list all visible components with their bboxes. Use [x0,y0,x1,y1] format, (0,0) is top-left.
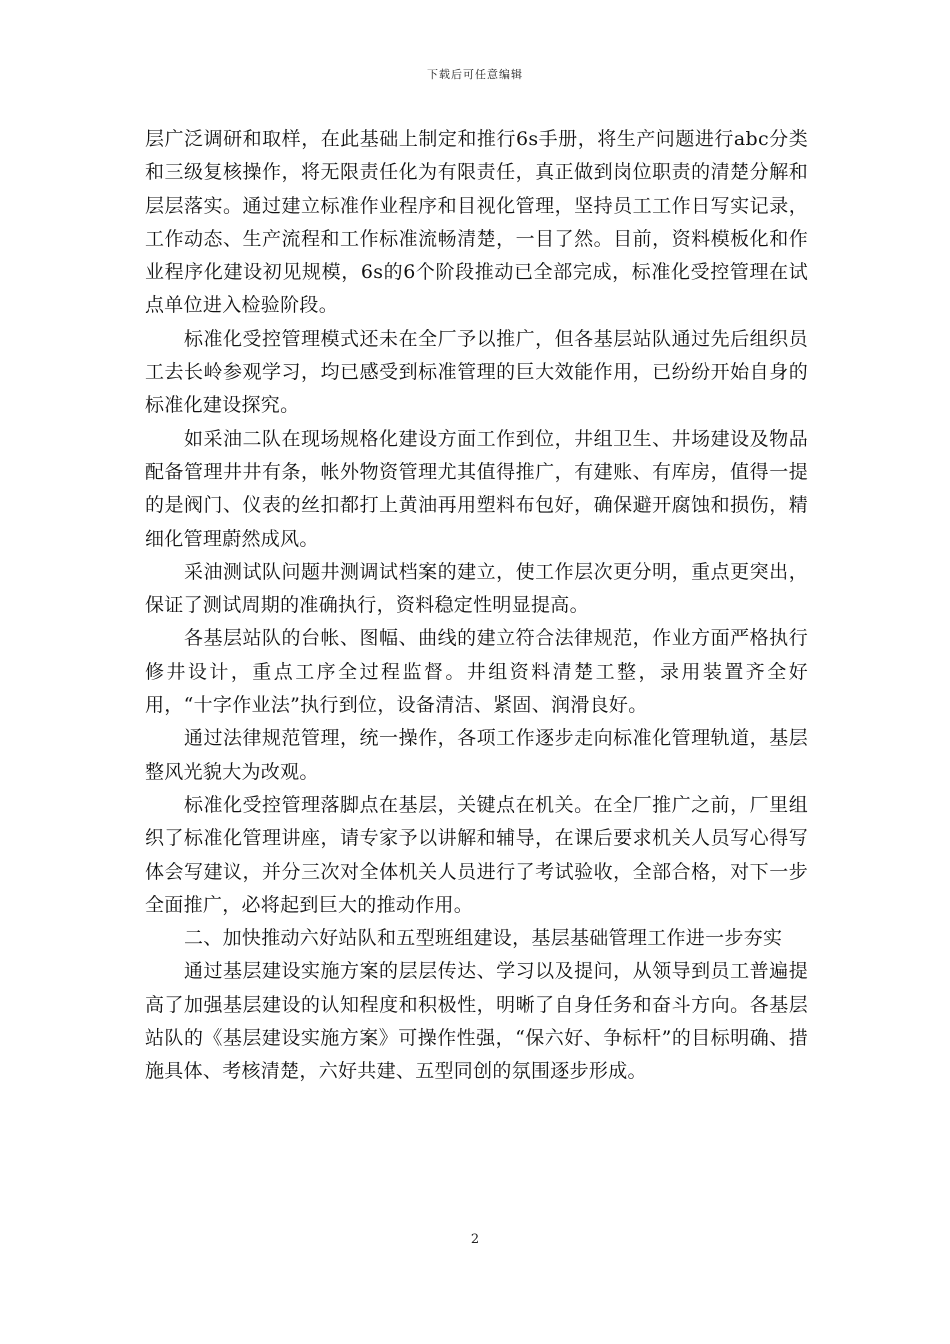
page-number: 2 [470,1232,480,1247]
paragraph-7: 标准化受控管理落脚点在基层，关键点在机关。在全厂推广之前，厂里组织了标准化管理讲座，请专家予以讲解和辅导，在课后要求机关人员写心得写体会写建议，并分三次对全体机关人员进行了考试验收，全部合格，对下一步全面推广，必将起到巨大的推动作用。 [145,793,808,916]
header-note: 下载后可任意编辑 [427,68,523,81]
paragraph-1: 层广泛调研和取样，在此基础上制定和推行6s手册，将生产问题进行abc分类和三级复核操作，将无限责任化为有限责任，真正做到岗位职责的清楚分解和层层落实。通过建立标准作业程序和目视化管理，坚持员工工作日写实记录，工作动态、生产流程和工作标准流畅清楚，一目了然。目前，资料模板化和作业程序化建设初见规模，6s的6个阶段推动已全部完成，标准化受控管理在试点单位进入检验阶段。 [145,128,808,317]
paragraph-2: 标准化受控管理模式还未在全厂予以推广，但各基层站队通过先后组织员工去长岭参观学习，均已感受到标准管理的巨大效能作用，已纷纷开始自身的标准化建设探究。 [145,327,808,417]
paragraph-3: 如采油二队在现场规格化建设方面工作到位，井组卫生、井场建设及物品配备管理井井有条，帐外物资管理尤其值得推广，有建账、有库房，值得一提的是阀门、仪表的丝扣都打上黄油再用塑料布包好，确保避开腐蚀和损伤，精细化管理蔚然成风。 [145,427,808,550]
paragraph-5: 各基层站队的台帐、图幅、曲线的建立符合法律规范，作业方面严格执行修井设计，重点工序全过程监督。井组资料清楚工整，录用装置齐全好用，“十字作业法”执行到位，设备清洁、紧固、润滑良好。 [145,627,808,717]
document-body [145,123,808,1089]
section-heading: 二、加快推动六好站队和五型班组建设，基层基础管理工作进一步夯实 [184,927,783,950]
paragraph-8: 通过基层建设实施方案的层层传达、学习以及提问，从领导到员工普遍提高了加强基层建设的认知程度和积极性，明晰了自身任务和奋斗方向。各基层站队的《基层建设实施方案》可操作性强，“保六好、争标杆”的目标明确、措施具体、考核清楚，六好共建、五型同创的氛围逐步形成。 [145,960,808,1083]
paragraph-4: 采油测试队问题井测调试档案的建立，使工作层次更分明，重点更突出，保证了测试周期的准确执行，资料稳定性明显提高。 [145,560,808,617]
paragraph-6: 通过法律规范管理，统一操作，各项工作逐步走向标准化管理轨道，基层整风光貌大为改观。 [145,727,808,783]
